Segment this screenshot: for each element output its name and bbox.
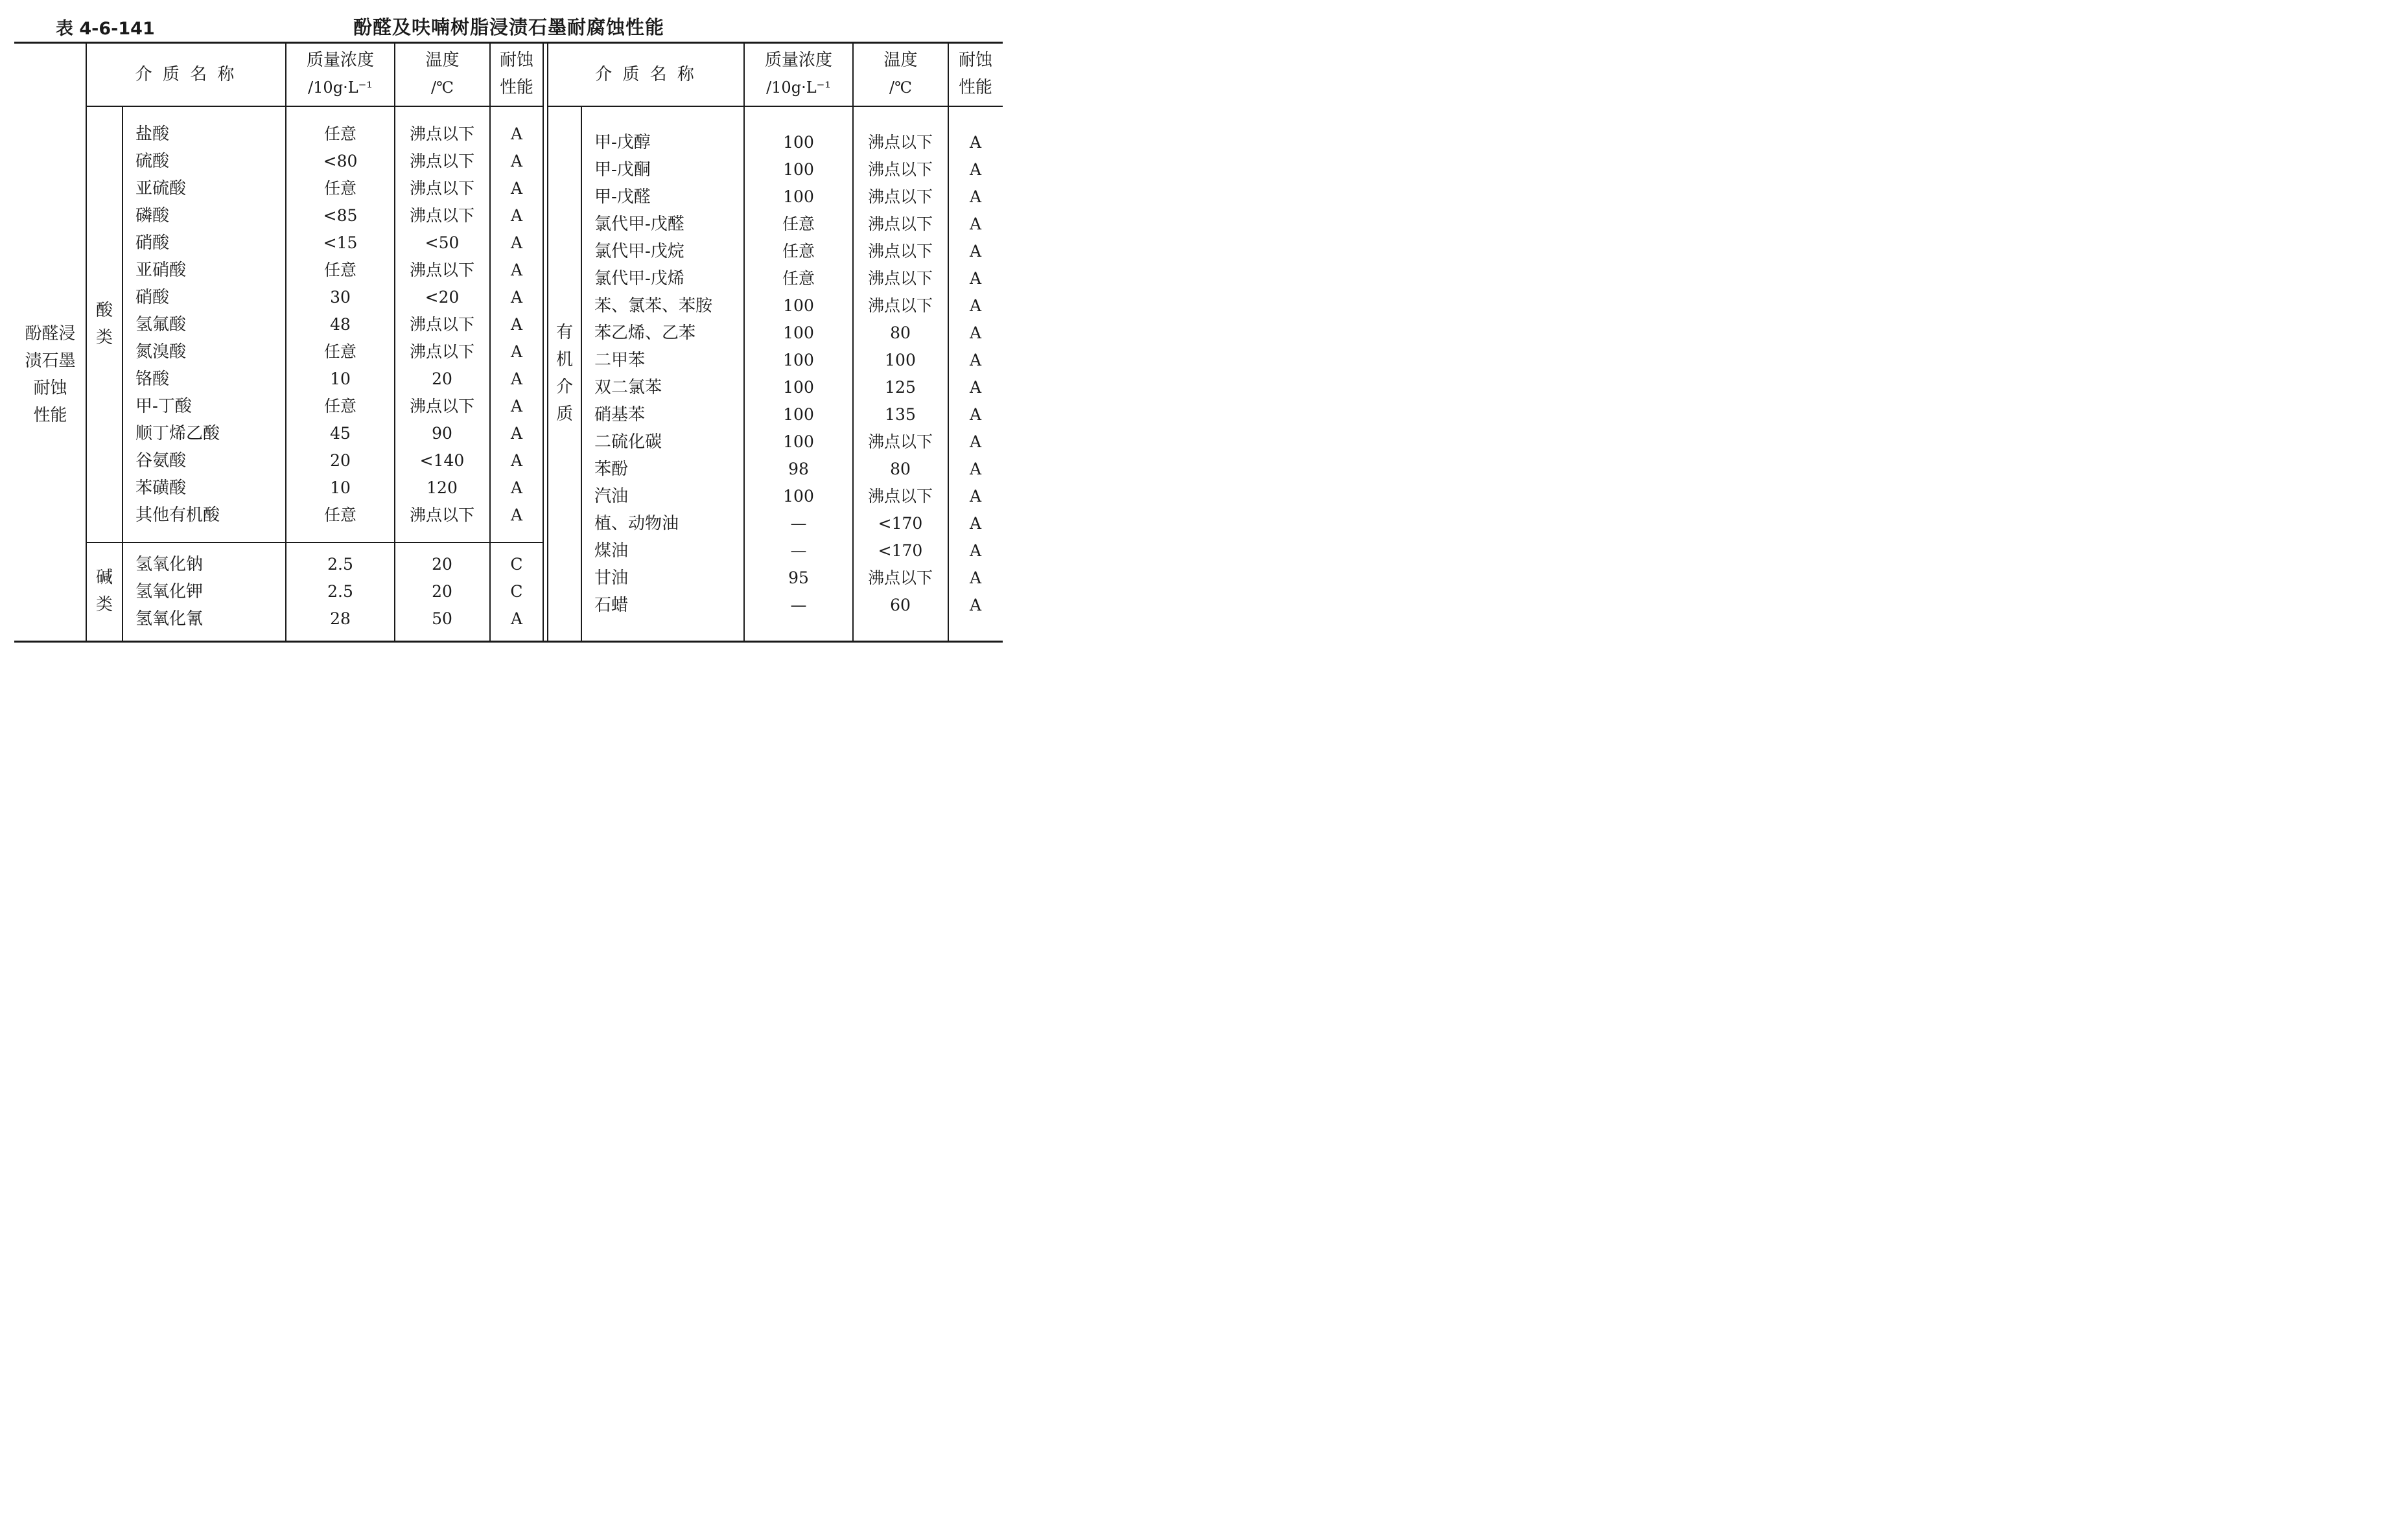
medium-name-cell: 硫酸: [135, 152, 170, 171]
group-label-char: 类: [95, 595, 113, 614]
resistance-cell: A: [510, 451, 523, 470]
medium-name-cell: 氮溴酸: [135, 342, 187, 362]
temperature-cell: 80: [890, 323, 911, 342]
resistance-cell: A: [510, 206, 523, 225]
temperature-cell: 100: [885, 351, 916, 369]
group-label-char: 酸: [95, 301, 113, 320]
temperature-cell: 沸点以下: [867, 215, 933, 233]
concentration-cell: 95: [788, 568, 809, 587]
concentration-cell: 45: [330, 424, 351, 443]
row-header-line: 渍石墨: [25, 351, 76, 371]
resistance-cell: A: [510, 288, 523, 307]
concentration-cell: 100: [783, 323, 814, 342]
concentration-cell: 98: [788, 460, 809, 478]
temperature-cell: 沸点以下: [867, 242, 933, 261]
medium-name-cell: 二甲苯: [594, 351, 646, 370]
medium-name-cell: 甲-戊醛: [594, 187, 651, 207]
resistance-cell: A: [510, 179, 523, 198]
medium-name-cell: 磷酸: [135, 206, 170, 226]
medium-name-cell: 植、动物油: [594, 514, 679, 533]
medium-name-cell: 汽油: [594, 487, 629, 506]
concentration-cell: —: [790, 541, 807, 560]
concentration-cell: 100: [783, 405, 814, 424]
resistance-cell: A: [969, 215, 982, 233]
temperature-cell: 90: [432, 424, 452, 443]
temperature-cell: 沸点以下: [409, 506, 475, 524]
concentration-cell: 任意: [323, 179, 357, 198]
header-concentration-unit-right: /10g·L⁻¹: [766, 78, 831, 97]
resistance-cell: C: [510, 555, 523, 574]
concentration-cell: 30: [330, 288, 351, 307]
group-label-char: 碱: [95, 568, 113, 587]
medium-name-cell: 盐酸: [135, 124, 170, 144]
temperature-cell: 沸点以下: [409, 152, 475, 170]
group-label-organic: [548, 319, 581, 428]
concentration-cell: 10: [330, 369, 351, 388]
medium-name-cell: 硝基苯: [594, 405, 646, 425]
medium-name-cell: 苯乙烯、乙苯: [594, 323, 696, 343]
document-page: [0, 0, 1016, 649]
concentration-cell: <85: [323, 206, 358, 225]
resistance-cell: A: [969, 160, 982, 179]
temperature-cell: 125: [885, 378, 916, 397]
concentration-cell: 28: [330, 609, 351, 628]
medium-name-cell: 氢氧化氰: [135, 609, 204, 629]
resistance-cell: A: [510, 342, 523, 361]
resistance-cell: A: [510, 315, 523, 334]
resistance-cell: A: [969, 296, 982, 315]
group-label-base: [86, 564, 123, 618]
row-header: [14, 320, 86, 429]
medium-name-cell: 顺丁烯乙酸: [135, 424, 220, 443]
temperature-cell: 135: [885, 405, 916, 424]
resistance-cell: A: [969, 323, 982, 342]
resistance-cell: A: [969, 405, 982, 424]
header-concentration-label-right: 质量浓度: [764, 51, 832, 70]
temperature-cell: 沸点以下: [867, 133, 933, 152]
resistance-cell: A: [510, 124, 523, 143]
resistance-cell: A: [969, 378, 982, 397]
header-temperature-label: 温度: [425, 51, 460, 70]
table-title: 酚醛及呋喃树脂浸渍石墨耐腐蚀性能: [353, 16, 665, 38]
concentration-cell: 100: [783, 378, 814, 397]
medium-name-cell: 甲-戊醇: [594, 133, 651, 152]
temperature-cell: <50: [425, 233, 460, 252]
resistance-cell: A: [969, 514, 982, 533]
temperature-cell: 沸点以下: [867, 187, 933, 206]
concentration-cell: 20: [330, 451, 351, 470]
medium-name-cell: 苯磺酸: [135, 478, 187, 498]
concentration-cell: —: [790, 596, 807, 614]
temperature-cell: 沸点以下: [409, 179, 475, 198]
concentration-cell: 任意: [782, 215, 815, 233]
resistance-cell: A: [510, 152, 523, 170]
temperature-cell: 沸点以下: [867, 269, 933, 288]
concentration-cell: 任意: [782, 242, 815, 261]
temperature-cell: <140: [419, 451, 465, 470]
header-temperature: [395, 47, 490, 101]
header-resistance-line1-right: 耐蚀: [958, 51, 992, 70]
row-header-line: 性能: [33, 406, 67, 425]
concentration-cell: 2.5: [327, 582, 353, 601]
resistance-cell: A: [510, 478, 523, 497]
medium-name-cell: 氯代甲-戊烯: [594, 269, 684, 288]
medium-name-cell: 铬酸: [135, 369, 170, 389]
header-temperature-unit: /℃: [431, 78, 454, 97]
medium-name-cell: 苯酚: [594, 460, 629, 479]
resistance-cell: A: [510, 233, 523, 252]
header-resistance-line2: 性能: [499, 78, 533, 97]
temperature-cell: 50: [432, 609, 452, 628]
header-temperature-unit-right: /℃: [889, 78, 912, 97]
medium-name-cell: 硝酸: [135, 288, 170, 307]
resistance-cell: A: [969, 568, 982, 587]
temperature-cell: 沸点以下: [409, 124, 475, 143]
group-label-char: 类: [95, 328, 113, 347]
concentration-cell: <80: [323, 152, 358, 170]
row-header-line: 耐蚀: [33, 379, 67, 398]
medium-name-cell: 亚硝酸: [135, 261, 187, 280]
header-concentration-unit: /10g·L⁻¹: [308, 78, 373, 97]
header-concentration-label: 质量浓度: [306, 51, 374, 70]
medium-name-cell: 苯、氯苯、苯胺: [594, 296, 713, 316]
resistance-cell: A: [510, 424, 523, 443]
temperature-cell: 80: [890, 460, 911, 478]
temperature-cell: 沸点以下: [409, 206, 475, 225]
concentration-cell: 任意: [323, 342, 357, 361]
temperature-cell: 20: [432, 582, 452, 601]
header-medium-name: 介 质 名 称: [135, 65, 237, 84]
concentration-cell: <15: [323, 233, 358, 252]
header-resistance: [490, 47, 543, 101]
temperature-cell: 60: [890, 596, 911, 614]
temperature-cell: 沸点以下: [409, 397, 475, 415]
concentration-cell: 48: [330, 315, 351, 334]
concentration-cell: —: [790, 514, 807, 533]
header-resistance-right: [948, 47, 1003, 101]
medium-name-cell: 氯代甲-戊醛: [594, 215, 684, 234]
medium-name-cell: 双二氯苯: [594, 378, 662, 397]
temperature-cell: 沸点以下: [409, 342, 475, 361]
concentration-cell: 任意: [323, 397, 357, 415]
header-temperature-right: [853, 47, 948, 101]
concentration-cell: 任意: [323, 506, 357, 524]
medium-name-cell: 氢氧化钠: [135, 555, 204, 574]
concentration-cell: 10: [330, 478, 351, 497]
temperature-cell: <20: [425, 288, 460, 307]
medium-name-cell: 硝酸: [135, 233, 170, 253]
resistance-cell: A: [969, 541, 982, 560]
medium-name-cell: 甘油: [594, 568, 629, 588]
header-resistance-line1: 耐蚀: [499, 51, 533, 70]
resistance-cell: A: [510, 261, 523, 279]
group-label-char: 质: [555, 404, 573, 424]
concentration-cell: 任意: [782, 269, 815, 288]
temperature-cell: 120: [426, 478, 458, 497]
concentration-cell: 100: [783, 296, 814, 315]
temperature-cell: 沸点以下: [867, 432, 933, 451]
temperature-cell: <170: [878, 514, 923, 533]
resistance-cell: A: [969, 187, 982, 206]
temperature-cell: <170: [878, 541, 923, 560]
temperature-cell: 沸点以下: [867, 487, 933, 506]
header-concentration-right: [744, 47, 853, 101]
temperature-cell: 沸点以下: [867, 568, 933, 587]
resistance-cell: A: [510, 506, 523, 524]
resistance-cell: A: [510, 397, 523, 415]
temperature-cell: 沸点以下: [867, 160, 933, 179]
concentration-cell: 100: [783, 187, 814, 206]
row-header-line: 酚醛浸: [25, 324, 76, 344]
medium-name-cell: 二硫化碳: [594, 432, 662, 452]
group-label-char: 介: [555, 377, 573, 397]
temperature-cell: 沸点以下: [867, 296, 933, 315]
concentration-cell: 100: [783, 351, 814, 369]
temperature-cell: 沸点以下: [409, 261, 475, 279]
concentration-cell: 100: [783, 160, 814, 179]
concentration-cell: 100: [783, 133, 814, 152]
resistance-cell: A: [510, 609, 523, 628]
header-medium-name-right: 介 质 名 称: [595, 65, 697, 84]
medium-name-cell: 氢氧化钾: [135, 582, 204, 601]
resistance-cell: A: [969, 596, 982, 614]
medium-name-cell: 谷氨酸: [135, 451, 187, 471]
header-concentration: [286, 47, 395, 101]
resistance-cell: A: [969, 133, 982, 152]
temperature-cell: 20: [432, 555, 452, 574]
temperature-cell: 20: [432, 369, 452, 388]
medium-name-cell: 石蜡: [594, 596, 629, 615]
concentration-cell: 任意: [323, 261, 357, 279]
concentration-cell: 100: [783, 432, 814, 451]
medium-name-cell: 甲-丁酸: [135, 397, 192, 416]
medium-name-cell: 其他有机酸: [135, 506, 220, 525]
resistance-cell: A: [969, 242, 982, 261]
group-label-acid: [86, 297, 123, 351]
medium-name-cell: 氯代甲-戊烷: [594, 242, 684, 261]
concentration-cell: 2.5: [327, 555, 353, 574]
group-label-char: 有: [555, 323, 573, 342]
temperature-cell: 沸点以下: [409, 315, 475, 334]
medium-name-cell: 甲-戊酮: [594, 160, 651, 180]
concentration-cell: 任意: [323, 124, 357, 143]
resistance-cell: C: [510, 582, 523, 601]
medium-name-cell: 亚硫酸: [135, 179, 187, 198]
resistance-cell: A: [969, 460, 982, 478]
resistance-cell: A: [969, 269, 982, 288]
resistance-cell: A: [969, 351, 982, 369]
group-label-char: 机: [555, 350, 573, 369]
table-number: 表 4-6-141: [56, 19, 155, 39]
header-resistance-line2-right: 性能: [958, 78, 992, 97]
resistance-cell: A: [969, 432, 982, 451]
medium-name-cell: 氢氟酸: [135, 315, 187, 334]
header-temperature-label-right: 温度: [883, 51, 918, 70]
medium-name-cell: 煤油: [594, 541, 629, 561]
concentration-cell: 100: [783, 487, 814, 506]
resistance-cell: A: [510, 369, 523, 388]
resistance-cell: A: [969, 487, 982, 506]
